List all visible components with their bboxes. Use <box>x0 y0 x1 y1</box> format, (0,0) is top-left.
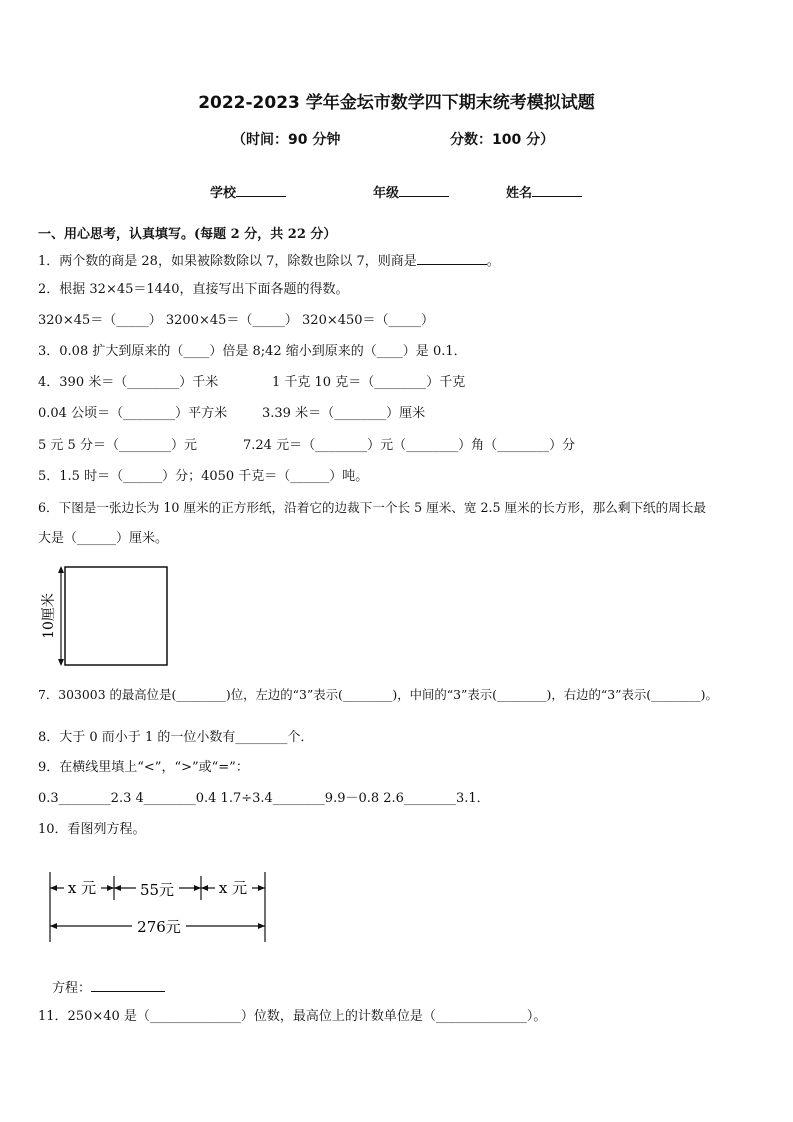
question-4-line3a: 5 元 5 分＝（________）元 <box>38 438 197 453</box>
arrow-left-icon <box>50 885 57 891</box>
school-field[interactable] <box>210 182 286 201</box>
arrow-down-icon <box>58 659 64 666</box>
question-1-end: 。 <box>486 254 500 269</box>
question-1-text: 1．两个数的商是 28，如果被除数除以 7，除数也除以 7，则商是 <box>38 254 417 269</box>
question-1 <box>38 251 500 270</box>
arrow-left-icon <box>201 885 208 891</box>
exam-time: （时间：90 分钟 <box>232 132 341 148</box>
question-6-figure <box>36 562 176 670</box>
question-10: 10．看图列方程。 <box>38 822 146 837</box>
equation-blank[interactable] <box>91 978 165 992</box>
square-paper <box>65 567 167 665</box>
segment-left-label: x 元 <box>67 879 97 897</box>
arrow-right-icon <box>107 885 114 891</box>
school-blank[interactable] <box>236 183 286 197</box>
question-4-line2b: 3.39 米＝（________）厘米 <box>262 406 426 421</box>
question-11: 11．250×40 是（______________）位数，最高位上的计数单位是（______________）。 <box>38 1009 547 1024</box>
equation-label: 方程： <box>52 981 92 996</box>
question-3: 3．0.08 扩大到原来的（____）倍是 8;42 缩小到原来的（____）是 0.1． <box>38 344 467 359</box>
equation-field[interactable] <box>52 978 165 997</box>
grade-field[interactable] <box>373 182 449 201</box>
question-7: 7．303003 的最高位是(________)位，左边的“3”表示(________)，中间的“3”表示(________)，右边的“3”表示(________)。 <box>38 687 718 702</box>
exam-score: 分数：100 分） <box>450 132 555 148</box>
arrow-left-icon <box>114 885 121 891</box>
arrow-up-icon <box>58 566 64 573</box>
arrow-left-icon <box>50 923 57 929</box>
question-2-items: 320×45＝（_____） 3200×45＝（_____） 320×450＝（_____） <box>38 313 435 328</box>
arrow-right-icon <box>194 885 201 891</box>
side-length-label: 10厘米 <box>41 593 57 639</box>
question-2: 2．根据 32×45＝1440，直接写出下面各题的得数。 <box>38 282 349 297</box>
question-5: 5．1.5 时＝（______）分；4050 千克＝（______）吨。 <box>38 469 369 484</box>
name-label: 姓名 <box>506 186 533 201</box>
section-heading: 一、用心思考，认真填写。(每题 2 分，共 22 分） <box>38 227 337 242</box>
school-label: 学校 <box>210 186 237 201</box>
total-label: 276元 <box>137 918 181 936</box>
question-4-line2a: 0.04 公顷＝（________）平方米 <box>38 406 228 421</box>
question-9-items: 0.3________2.3 4________0.4 1.7÷3.4________9.9－0.8 2.6________3.1． <box>38 791 490 806</box>
arrow-right-icon <box>258 885 265 891</box>
question-10-diagram <box>44 868 276 948</box>
name-field[interactable] <box>506 182 582 201</box>
question-9: 9．在横线里填上“<”，“>”或“=”： <box>38 760 249 775</box>
question-1-blank[interactable] <box>417 251 487 265</box>
page-title: 2022-2023 学年金坛市数学四下期末统考模拟试题 <box>198 93 595 113</box>
segment-middle-label: 55元 <box>139 881 175 899</box>
question-4-line3b: 7.24 元＝（________）元（________）角（________）分 <box>243 438 576 453</box>
arrow-right-icon <box>258 923 265 929</box>
question-4-line1a: 4．390 米＝（________）千米 <box>38 375 219 390</box>
grade-label: 年级 <box>373 186 400 201</box>
question-8: 8．大于 0 而小于 1 的一位小数有________个． <box>38 730 314 745</box>
segment-right-label: x 元 <box>218 879 248 897</box>
name-blank[interactable] <box>532 183 582 197</box>
question-4-line1b: 1 千克 10 克＝（________）千克 <box>272 375 466 390</box>
question-6-line1: 6．下图是一张边长为 10 厘米的正方形纸，沿着它的边裁下一个长 5 厘米、宽 2.5 厘米的长方形，那么剩下纸的周长最 <box>38 500 707 515</box>
question-6-line2: 大是（______）厘米。 <box>38 531 169 546</box>
grade-blank[interactable] <box>399 183 449 197</box>
